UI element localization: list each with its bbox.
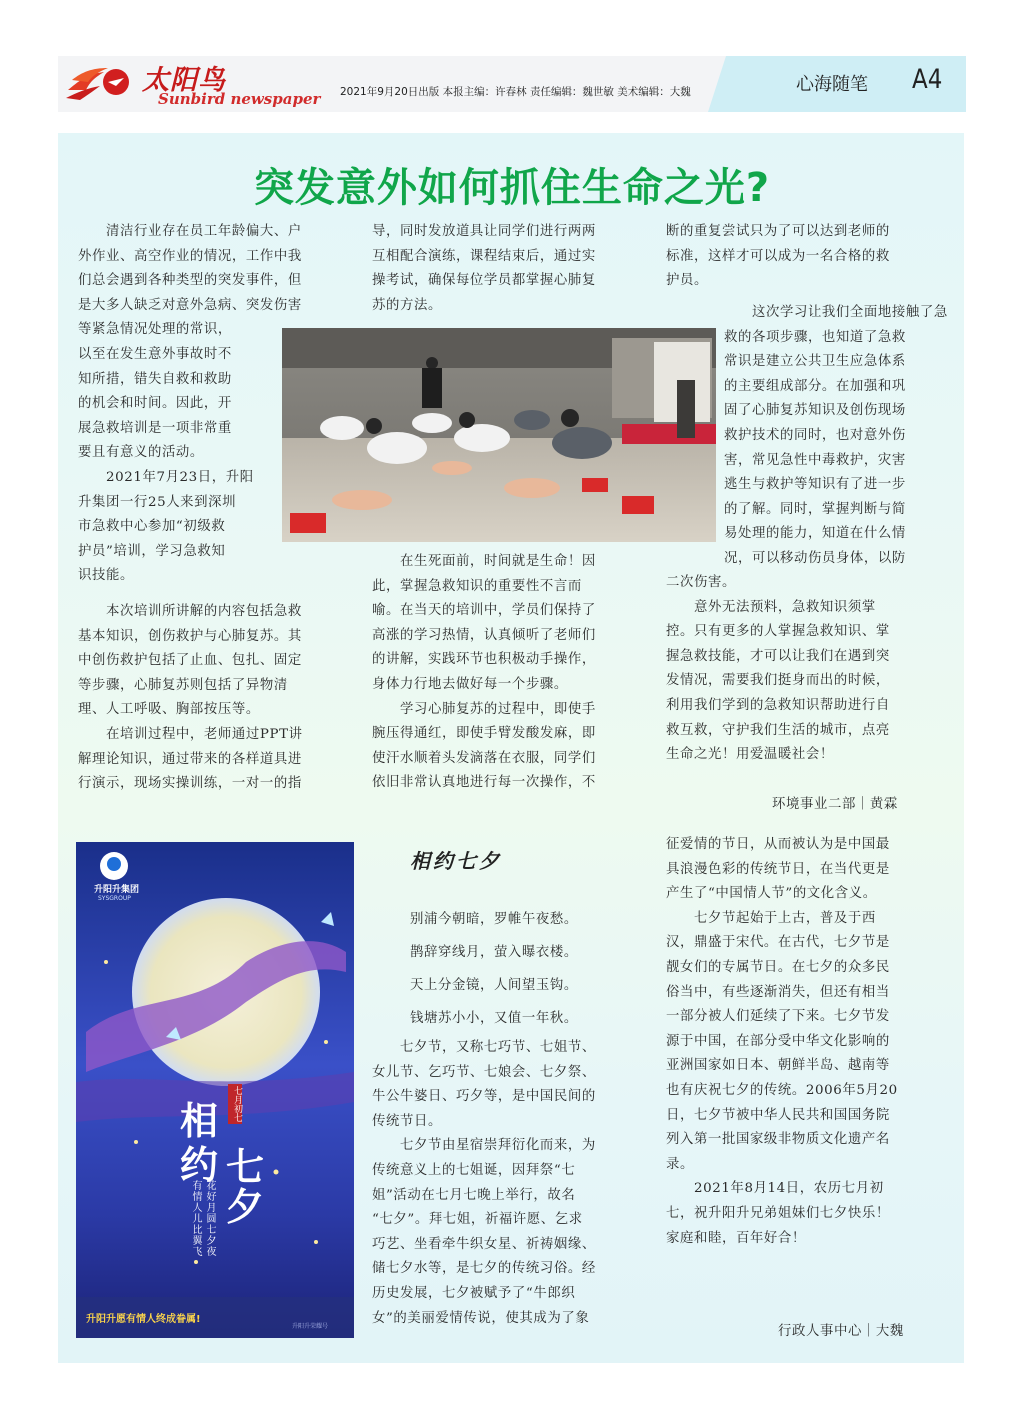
article2-title: 相约七夕 xyxy=(410,849,502,873)
poster-company-en: SYSGROUP xyxy=(98,895,131,902)
logo-text-en: Sunbird newspaper xyxy=(158,90,321,108)
article1-col3-top: 断的重复尝试只为了可以达到老师的 标准，这样才可以成为一名合格的救 护员。 xyxy=(666,224,890,289)
poster-title-1: 相 xyxy=(180,1098,219,1143)
poster-line-1: 花好月圆七夕夜 xyxy=(204,1180,215,1257)
poster-title-2: 约 xyxy=(180,1142,219,1187)
article1-col3-bottom: 二次伤害。 意外无法预料，急救知识须掌 控。只有更多的人掌握急救知识、掌 握急救技能，才可以让我们在遇到突 发情况，需要我们挺身而出的时候， 利用我们学到的急救知识帮助进行自 救互救，守护我们生活的城市，点亮 生命之光！用爱温暖社会！ xyxy=(666,575,890,763)
poem-text: 别浦今朝暗，罗帷午夜愁。 鹊辞穿线月，萤入曝衣楼。 天上分金镜，人间望玉钩。 钱塘苏小小，又值一年秋。 xyxy=(410,912,578,1026)
article1-signature: 环境事业二部｜黄霖 xyxy=(772,797,898,812)
article2-col3: 征爱情的节日，从而被认为是中国最 具浪漫色彩的传统节日，在当代更是 产生了“中国情人节”的文化含义。 七夕节起始于上古，普及于西 汉，鼎盛于宋代。在古代，七夕节是 靓女们的专属节日。在七夕的众多民 俗当中，有些逐渐消失，但还有相当 一部分被人们延续了下来。七夕节发 源于中国，在部分受中华文化影响的 亚洲国家如日本、朝鲜半岛、越南等 也有庆祝七夕的传统。2006年5月20 日，七夕节被中华人民共和国国务院 列入第一批国家级非物质文化遗产名 录。 2021年8月14日，农历七月初 七，祝升阳升兄弟姐妹们七夕快乐！ 家庭和睦，百年好合！ xyxy=(666,837,898,1246)
article1-col1-wrap: 以至在发生意外事故时不 知所措，错失自救和救助 的机会和时间。因此，开 展急救培训是一项非常重 要且有意义的活动。 2021年7月23日，升阳 升集团一行25人来到深圳 市急救中心参加“初级救 护员”培训，学习急救知 识技能。 xyxy=(78,347,254,584)
poster-line-2: 有情人儿比翼飞 xyxy=(190,1180,201,1257)
poster-watermark: 升阳升荣耀号 xyxy=(292,1323,329,1330)
article2-signature: 行政人事中心｜大魏 xyxy=(778,1324,904,1339)
cpr-training-photo xyxy=(282,328,716,542)
article1-col1-bottom: 本次培训所讲解的内容包括急救 基本知识，创伤救护与心肺复苏。其 中创伤救护包括了止血、包扎、固定 等步骤，心肺复苏则包括了异物清 理、人工呼吸、胸部按压等。 在培训过程中，老师通过PPT讲 解理论知识，通过带来的各样道具进 行演示，现场实操训练，一对一的指 xyxy=(78,604,303,792)
article1-col2-top: 导，同时发放道具让同学们进行两两 互相配合演练，课程结束后，通过实 操考试，确保每位学员都掌握心肺复 苏的方法。 xyxy=(372,224,596,313)
poster-banner: 升阳升愿有情人终成眷属! xyxy=(86,1314,201,1325)
article1-col1-top: 清洁行业存在员工年龄偏大、户 外作业、高空作业的情况，工作中我 们总会遇到各种类型的突发事件，但 是大多人缺乏对意外急病、突发伤害 等紧急情况处理的常识， xyxy=(78,224,302,338)
section-name: 心海随笔 xyxy=(796,74,868,95)
poster-title-3: 七 xyxy=(226,1144,265,1189)
article2-col2: 七夕节，又称七巧节、七姐节、 女儿节、乞巧节、七娘会、七夕祭、 牛公牛婆日、巧夕等，是中国民间的 传统节日。 七夕节由星宿崇拜衍化而来，为 传统意义上的七姐诞，因拜祭“七 姐”活动在七月七晚上举行，故名 “七夕”。拜七姐，祈福许愿、乞求 巧艺、坐看牵牛织女星、祈祷姻缘、 储七夕水等，是七夕的传统习俗。经 历史发展，七夕被赋予了“牛郎织 女”的美丽爱情传说，使其成为了象 xyxy=(372,1040,596,1326)
logo-text-cn: 太阳鸟 xyxy=(142,65,226,96)
article-title: 突发意外如何抓住生命之光? xyxy=(253,165,771,211)
page-number: A4 xyxy=(912,64,943,95)
article1-col3-wrap: 这次学习让我们全面地接触了急 救的各项步骤，也知道了急救 常识是建立公共卫生应急体系 的主要组成部分。在加强和巩 固了心肺复苏知识及创伤现场 救护技术的同时，也对意外伤 害，常见急性中毒救护，灾害 逃生与救护等知识有了进一步 的了解。同时，掌握判断与简 易处理的能力，知道在什么情 况，可以移动伤员身体，以防 xyxy=(724,305,948,566)
poster-date-tag: 七月初七 xyxy=(228,1084,242,1124)
poster-company: 升阳升集团 xyxy=(94,885,140,895)
publication-info: 2021年9月20日出版 本报主编：许春林 责任编辑：魏世敏 美术编辑：大魏 xyxy=(340,86,691,98)
sunbird-logo-icon xyxy=(64,60,140,104)
article1-col2-bottom: 在生死面前，时间就是生命！因 此，掌握急救知识的重要性不言而 喻。在当天的培训中，学员们保持了 高涨的学习热情，认真倾听了老师们 的讲解，实践环节也积极动手操作， 身体力行地去做好每一个步骤。 学习心肺复苏的过程中，即使手 腕压得通红，即使手臂发酸发麻，即 使汗水顺着头发滴落在衣服，同学们 依旧非常认真地进行每一次操作，不 xyxy=(372,554,596,791)
poster-title-4: 夕 xyxy=(226,1184,265,1229)
